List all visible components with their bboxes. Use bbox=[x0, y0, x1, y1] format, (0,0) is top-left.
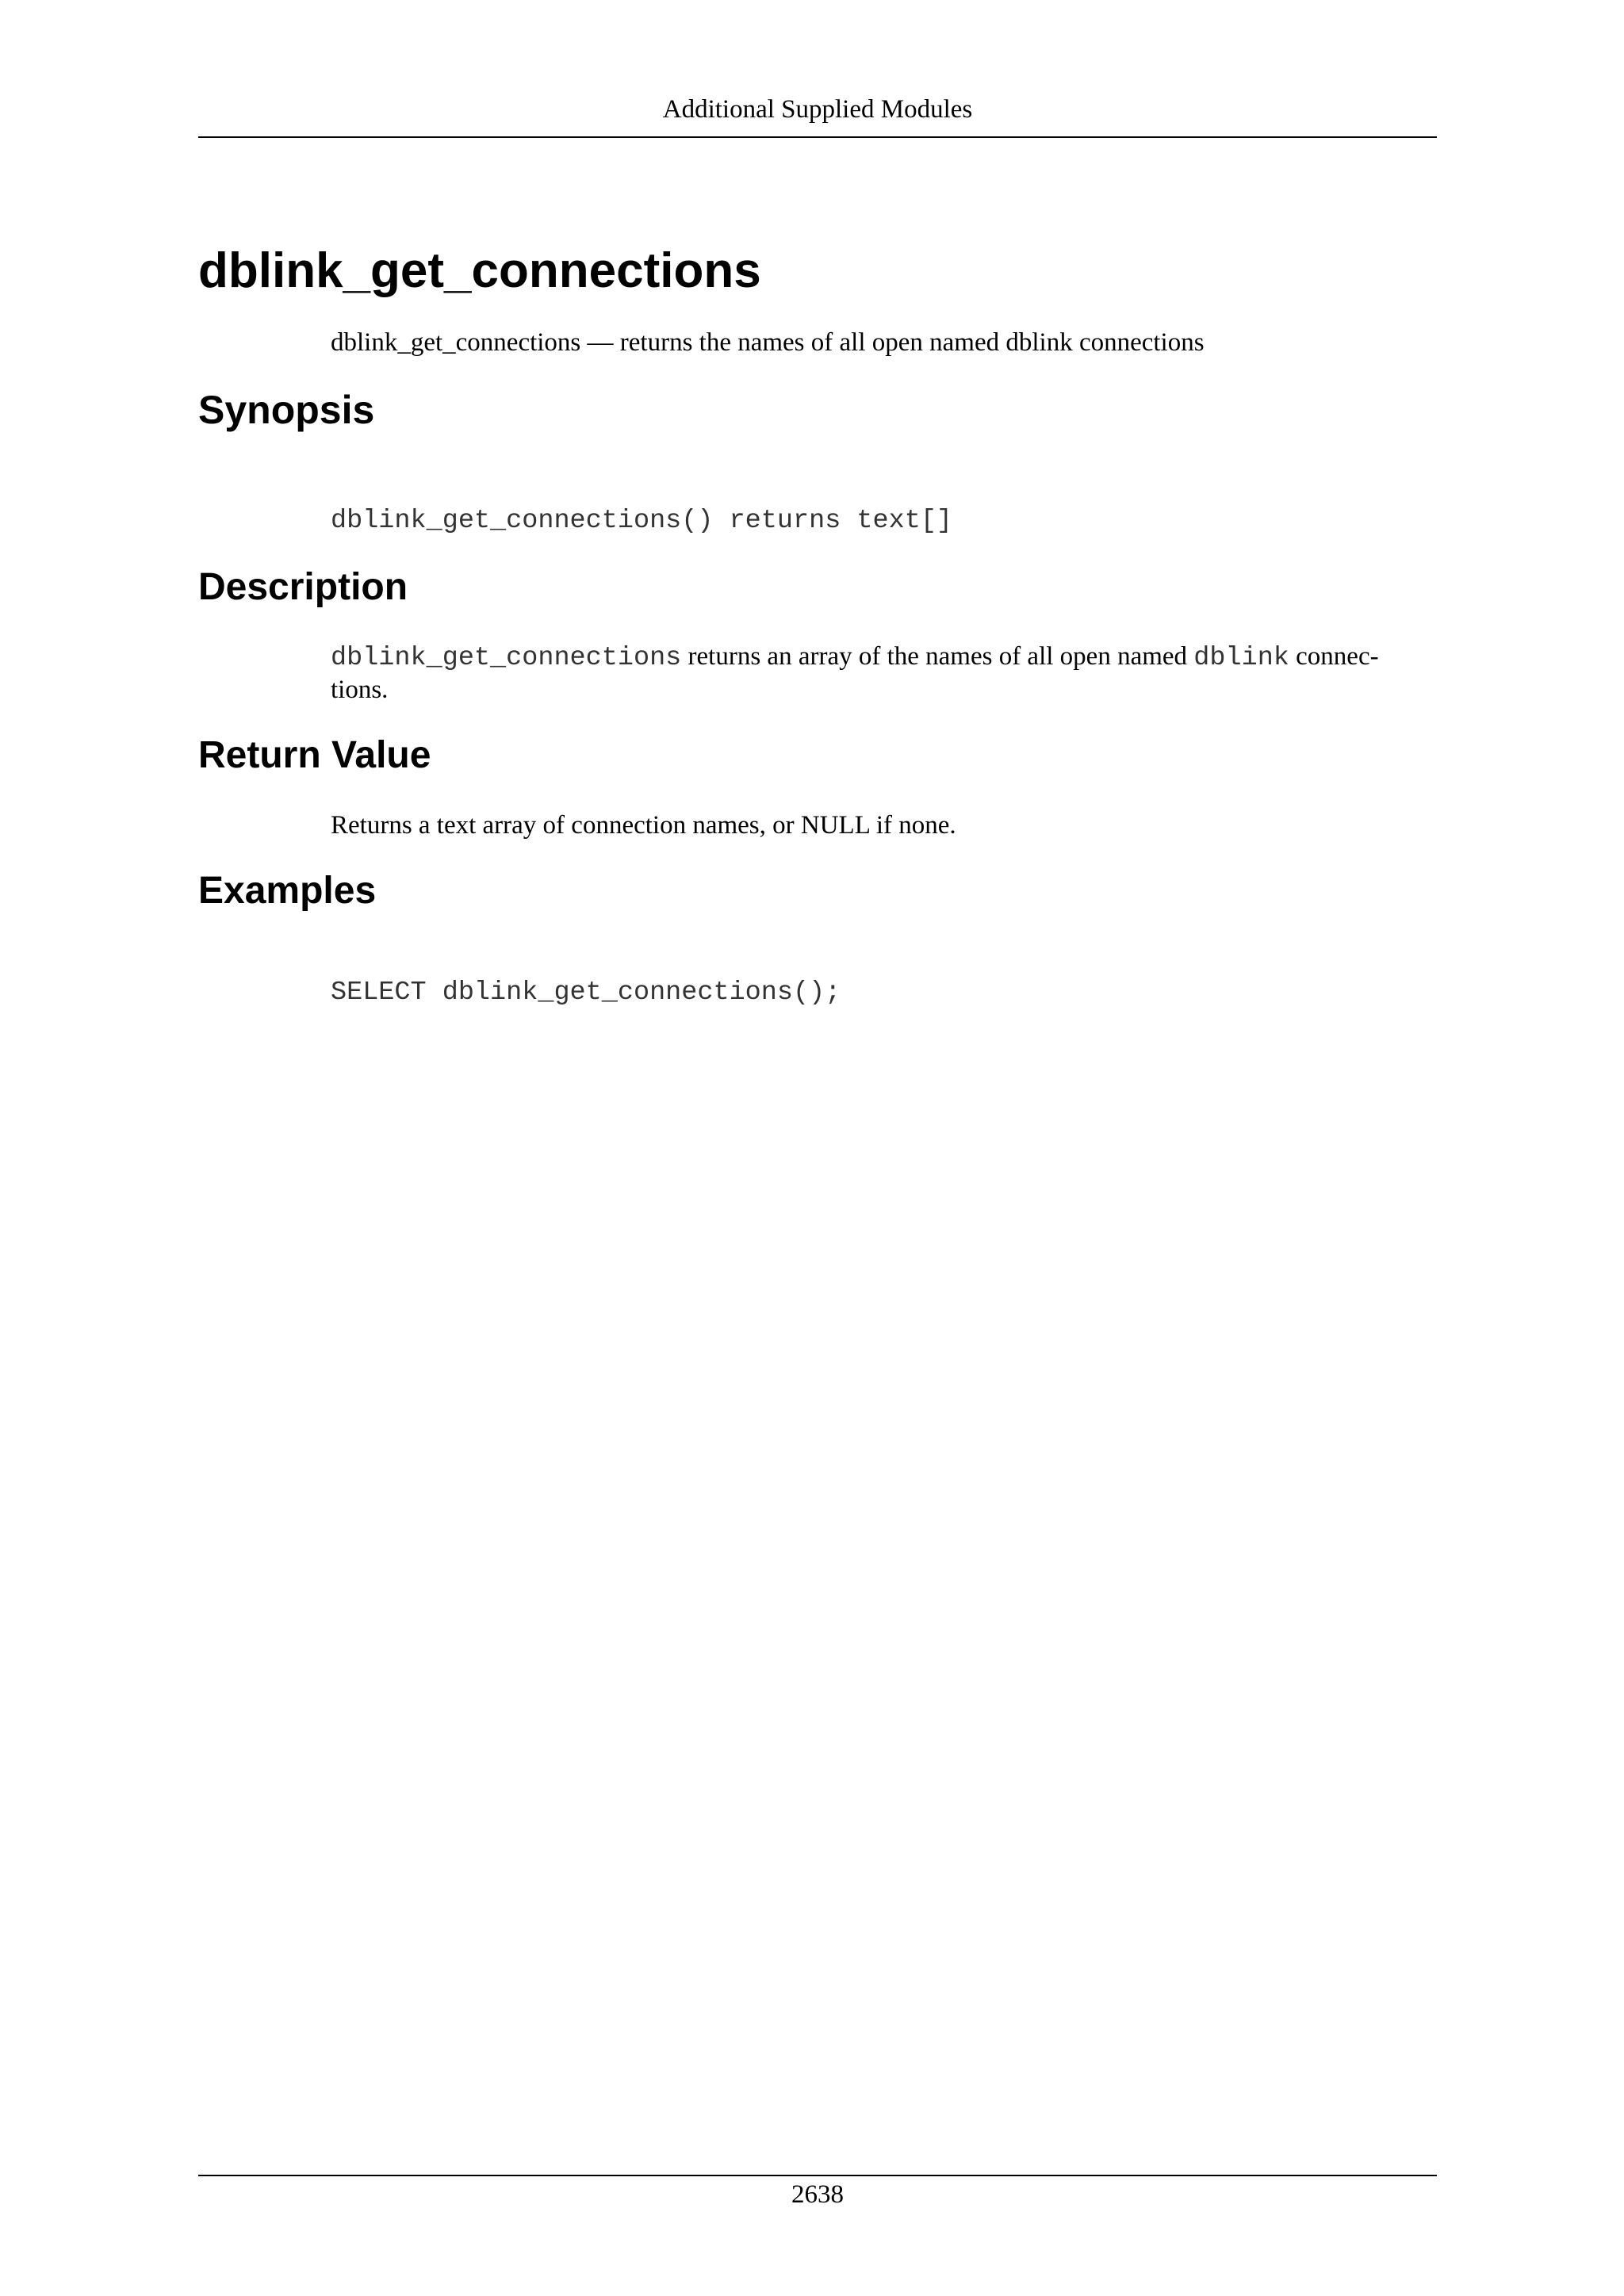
description-text: returns an array of the names of all open named bbox=[681, 642, 1194, 671]
running-header: Additional Supplied Modules bbox=[662, 95, 973, 124]
synopsis-code: dblink_get_connections() returns text[] bbox=[331, 506, 953, 536]
description-paragraph bbox=[331, 640, 1437, 675]
dblink-code: dblink bbox=[1193, 643, 1289, 673]
page-title: dblink_get_connections bbox=[198, 243, 761, 298]
example-code: SELECT dblink_get_connections(); bbox=[331, 978, 841, 1008]
description-heading: Description bbox=[198, 566, 408, 608]
return-value-heading: Return Value bbox=[198, 734, 431, 776]
description-paragraph-continued: tions. bbox=[331, 675, 389, 704]
ref-purpose: dblink_get_connections — returns the names of all open named dblink connections bbox=[331, 328, 1205, 357]
function-name-code: dblink_get_connections bbox=[331, 643, 682, 673]
page-number: 2638 bbox=[791, 2180, 844, 2209]
header-rule bbox=[198, 136, 1437, 138]
examples-heading: Examples bbox=[198, 870, 377, 912]
footer-rule bbox=[198, 2175, 1437, 2176]
description-text-end: connec- bbox=[1289, 642, 1379, 671]
synopsis-heading: Synopsis bbox=[198, 388, 375, 432]
return-value-text: Returns a text array of connection names, or NULL if none. bbox=[331, 811, 956, 840]
